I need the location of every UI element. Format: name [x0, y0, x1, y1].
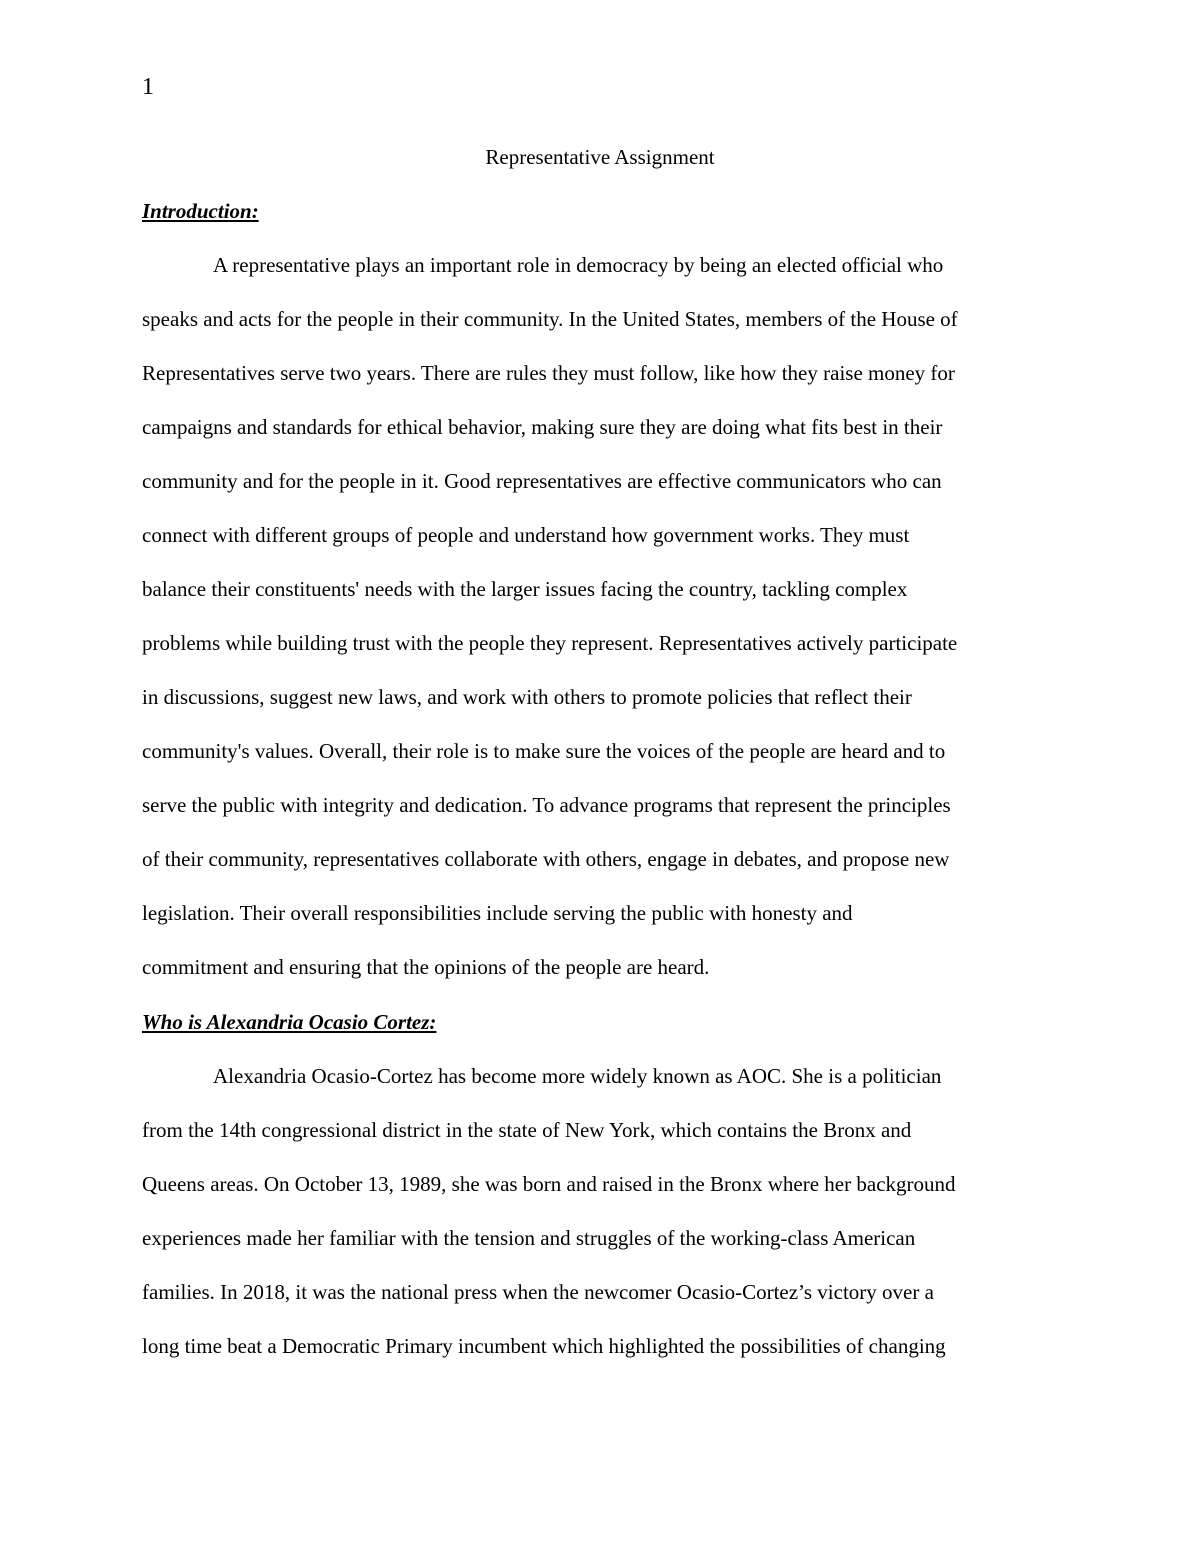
paragraph-line: balance their constituents' needs with the larger issues facing the country, tackling complex [142, 577, 908, 601]
section-heading-introduction: Introduction: [142, 199, 259, 223]
section-heading-aoc: Who is Alexandria Ocasio Cortez: [142, 1010, 437, 1034]
paragraph-line: families. In 2018, it was the national press when the newcomer Ocasio-Cortez’s victory over a [142, 1280, 934, 1304]
paragraph-line: of their community, representatives collaborate with others, engage in debates, and propose new [142, 847, 950, 871]
paragraph-line: long time beat a Democratic Primary incumbent which highlighted the possibilities of changing [142, 1334, 946, 1358]
paragraph-line: serve the public with integrity and dedication. To advance programs that represent the principles [142, 793, 951, 817]
paragraph-line: commitment and ensuring that the opinions of the people are heard. [142, 955, 710, 979]
paragraph-line: Alexandria Ocasio-Cortez has become more widely known as AOC. She is a politician [213, 1064, 942, 1088]
paragraph-line: Queens areas. On October 13, 1989, she was born and raised in the Bronx where her background [142, 1172, 956, 1196]
paragraph-line: community and for the people in it. Good representatives are effective communicators who can [142, 469, 942, 493]
paragraph-line: from the 14th congressional district in the state of New York, which contains the Bronx and [142, 1118, 912, 1142]
document-title: Representative Assignment [485, 145, 715, 169]
paragraph-line: A representative plays an important role in democracy by being an elected official who [213, 253, 944, 277]
paragraph-line: community's values. Overall, their role is to make sure the voices of the people are heard and to [142, 739, 946, 763]
paragraph-line: Representatives serve two years. There are rules they must follow, like how they raise money for [142, 361, 955, 385]
paragraph-line: experiences made her familiar with the tension and struggles of the working-class American [142, 1226, 916, 1250]
paragraph-line: speaks and acts for the people in their community. In the United States, members of the House of [142, 307, 958, 331]
paragraph-line: campaigns and standards for ethical behavior, making sure they are doing what fits best in their [142, 415, 943, 439]
paragraph-line: legislation. Their overall responsibilities include serving the public with honesty and [142, 901, 853, 925]
paragraph-line: in discussions, suggest new laws, and work with others to promote policies that reflect their [142, 685, 912, 709]
page-number: 1 [142, 74, 154, 100]
paragraph-line: connect with different groups of people and understand how government works. They must [142, 523, 910, 547]
paragraph-line: problems while building trust with the people they represent. Representatives actively participate [142, 631, 958, 655]
